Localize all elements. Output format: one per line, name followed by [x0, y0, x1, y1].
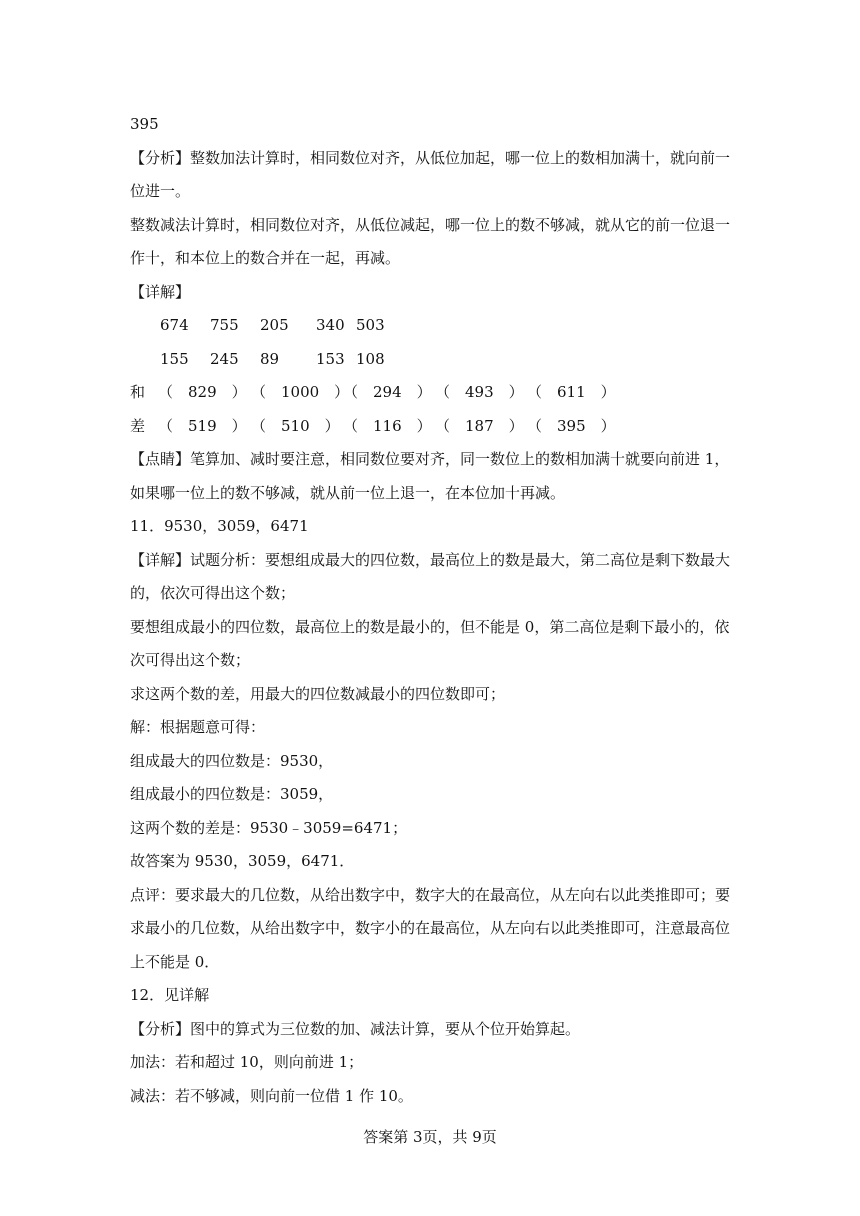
answer-page [130, 108, 735, 1113]
number-cell: 205 [260, 316, 289, 334]
q11-largest-number: 组成最大的四位数是：9530， [130, 751, 334, 770]
analysis-line-3: 整数减法计算时，相同数位对齐，从低位减起，哪一位上的数不够减，就从它的前一位退一 [130, 215, 731, 234]
analysis-line-4: 作十，和本位上的数合并在一起，再减。 [130, 249, 401, 267]
number-cell: 155 [160, 349, 189, 368]
question-12-answer: 12．见详解 [130, 986, 210, 1004]
number-row-2 [130, 343, 735, 377]
answer-value-395: 395 [130, 115, 159, 133]
number-cell: 245 [210, 349, 239, 368]
q11-difference: 这两个数的差是：9530﹣3059=6471； [130, 818, 408, 837]
difference-cell: （ 510 ） [251, 416, 340, 435]
number-cell: 755 [210, 316, 239, 334]
q11-solution-heading: 解：根据题意可得： [130, 718, 266, 736]
q11-final-answer: 故答案为 9530，3059，6471． [130, 852, 355, 870]
detail-heading: 【详解】 [130, 282, 191, 301]
q11-detail-line-2: 的，依次可得出这个数； [130, 584, 296, 602]
number-cell: 503 [356, 316, 385, 334]
analysis-line-1: 【分析】整数加法计算时，相同数位对齐，从低位加起，哪一位上的数相加满十，就向前一 [130, 148, 731, 167]
number-cell: 108 [356, 349, 385, 368]
q12-subtraction-rule: 减法：若不够减，则向前一位借 1 作 10。 [130, 1086, 413, 1105]
q12-addition-rule: 加法：若和超过 10，则向前进 1； [130, 1053, 364, 1071]
page-footer: 答案第 3页，共 9页 [363, 1128, 497, 1146]
difference-cell: （ 187 ） [435, 416, 524, 435]
sum-cell: （ 1000 ） [251, 383, 350, 401]
difference-label: 差 [130, 416, 146, 435]
q11-smallest-number: 组成最小的四位数是：3059， [130, 785, 334, 803]
q11-detail-line-4: 次可得出这个数； [130, 651, 251, 669]
number-cell: 153 [316, 349, 345, 368]
tip-line-1: 【点睛】笔算加、减时要注意，相同数位要对齐，同一数位上的数相加满十就要向前进 1， [130, 450, 730, 468]
question-11-answer: 11．9530，3059，6471 [130, 517, 309, 535]
sum-cell: （ 294 ） [343, 383, 432, 401]
q12-analysis: 【分析】图中的算式为三位数的加、减法计算，要从个位开始算起。 [130, 1019, 581, 1038]
sum-cell: （ 829 ） [158, 383, 247, 401]
difference-cell: （ 116 ） [343, 416, 432, 435]
sum-row [130, 376, 735, 410]
sum-cell: （ 493 ） [435, 383, 524, 401]
sum-cell: （ 611 ） [527, 383, 616, 401]
number-row-1 [130, 309, 735, 343]
number-cell: 89 [260, 349, 280, 368]
difference-row [130, 410, 735, 444]
q11-detail-line-3: 要想组成最小的四位数，最高位上的数是最小的，但不能是 0，第二高位是剩下最小的，依 [130, 617, 730, 636]
q11-comment-line-2: 求最小的几位数，从给出数字中，数字小的在最高位，从左向右以此类推即可，注意最高位 [130, 919, 731, 937]
q11-detail-line-5: 求这两个数的差，用最大的四位数减最小的四位数即可； [130, 684, 506, 703]
number-cell: 674 [160, 316, 189, 334]
difference-cell: （ 395 ） [527, 416, 616, 435]
tip-line-2: 如果哪一位上的数不够减，就从前一位上退一，在本位加十再减。 [130, 483, 566, 502]
q11-comment-line-3: 上不能是 0． [130, 952, 220, 971]
q11-detail-line-1: 【详解】试题分析：要想组成最大的四位数，最高位上的数是最大，第二高位是剩下数最大 [130, 550, 731, 569]
difference-cell: （ 519 ） [158, 416, 247, 435]
analysis-line-2: 位进一。 [130, 182, 191, 200]
number-cell: 340 [316, 316, 345, 334]
sum-label: 和 [130, 383, 146, 401]
q11-comment-line-1: 点评：要求最大的几位数，从给出数字中，数字大的在最高位，从左向右以此类推即可；要 [130, 885, 731, 904]
